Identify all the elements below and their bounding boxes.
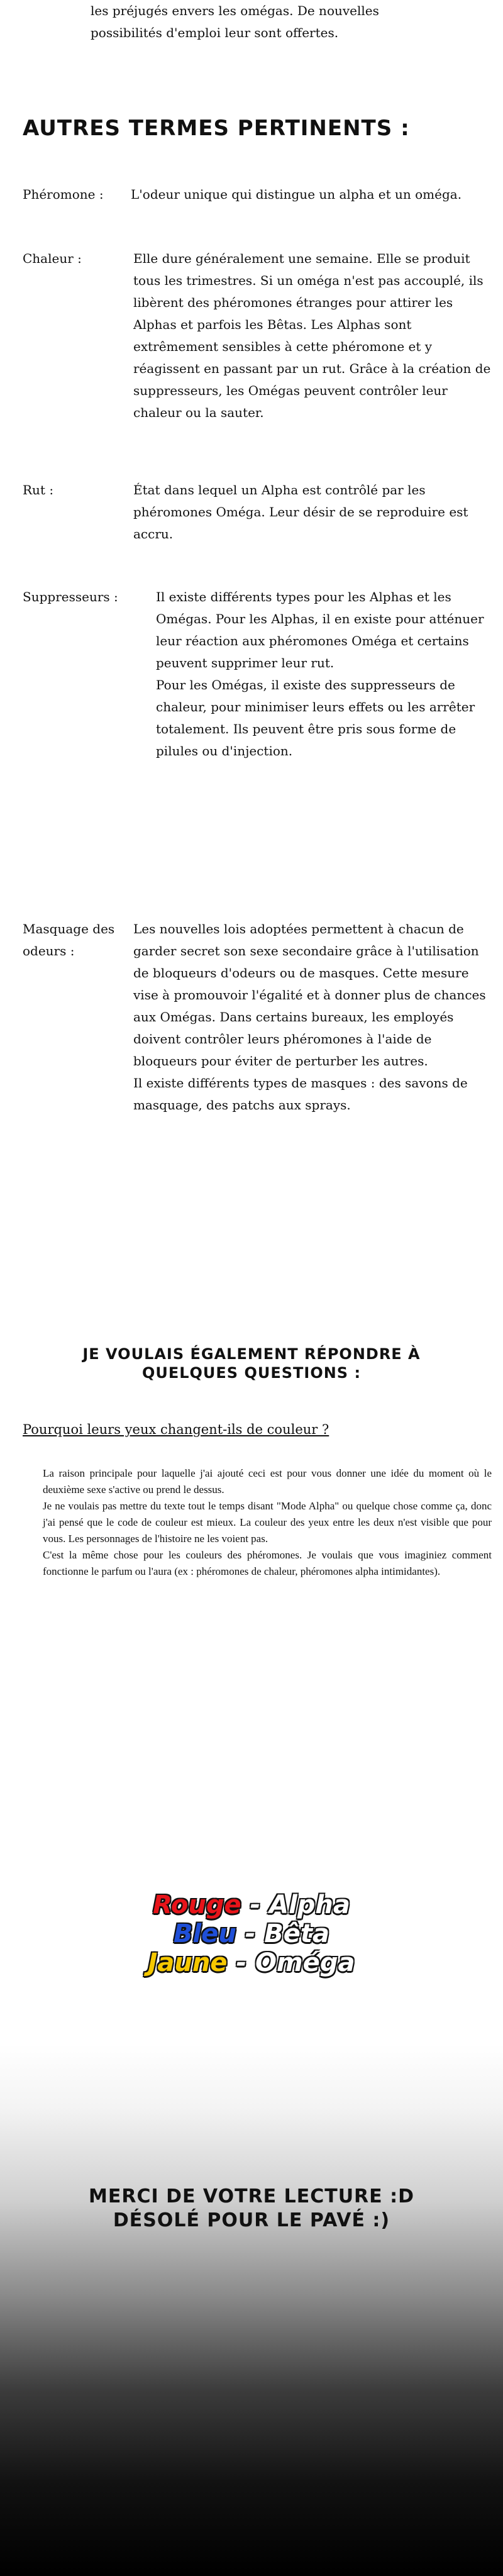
masquage-types: Il existe différents types de masques : des savons de masquage, des patchs aux sprays. bbox=[133, 1075, 468, 1113]
color-dash: - bbox=[245, 1919, 256, 1948]
color-dash: - bbox=[250, 1890, 261, 1919]
term-def-rut: État dans lequel un Alpha est contrôlé par les phéromones Oméga. Leur désir de se reproduire est accru. bbox=[133, 482, 468, 541]
suppresseurs-omegas: Pour les Omégas, il existe des suppresseurs de chaleur, pour minimiser leurs effets ou les arrêter totalement. Ils peuvent être pris sous forme de pilules ou d'injection. bbox=[156, 677, 475, 758]
color-row-omega bbox=[0, 1948, 503, 1977]
role-omega: Oméga bbox=[255, 1948, 355, 1977]
answer-paragraph-2: Je ne voulais pas mettre du texte tout le temps disant "Mode Alpha" ou quelque chose comme ça, donc j'ai pensé que le code de couleur est mieux. La couleur des yeux entre les deux n'est visible que pour vous. Les personnages de l'histoire ne les voient pas. bbox=[43, 1500, 492, 1545]
questions-heading bbox=[0, 1345, 503, 1382]
outro-text bbox=[0, 2185, 503, 2233]
term-def-chaleur: Elle dure généralement une semaine. Elle se produit tous les trimestres. Si un oméga n'est pas accouplé, ils libèrent des phéromones étranges pour attirer les Alphas et parfois les Bêtas. Les Alphas sont extrêmement sensibles à cette phéromone et y réagissent en passant par un rut. Grâce à la création de suppresseurs, les Omégas peuvent contrôler leur chaleur ou la sauter. bbox=[133, 251, 491, 420]
color-name-bleu: Bleu bbox=[173, 1919, 236, 1948]
questions-heading-line-2: QUELQUES QUESTIONS : bbox=[141, 1364, 362, 1382]
intro-line-1: les préjugés envers les omégas. De nouvelles bbox=[91, 3, 379, 18]
role-beta: Bêta bbox=[264, 1919, 330, 1948]
questions-heading-line-1: JE VOULAIS ÉGALEMENT RÉPONDRE À bbox=[82, 1345, 421, 1363]
intro-line-2: possibilités d'emploi leur sont offertes. bbox=[91, 25, 339, 40]
term-def-pheromone: L'odeur unique qui distingue un alpha et un oméga. bbox=[131, 187, 462, 202]
term-label-chaleur: Chaleur : bbox=[23, 251, 82, 266]
masquage-lois: Les nouvelles lois adoptées permettent à chacun de garder secret son sexe secondaire grâce à l'utilisation de bloqueurs d'odeurs ou de masques. Cette mesure vise à promouvoir l'égalité et à donner plus de chances aux Omégas. Dans certains bureaux, les employés doivent contrôler leurs phéromones à l'aide de bloqueurs pour éviter de perturber les autres. bbox=[133, 921, 486, 1069]
suppresseurs-alphas: Il existe différents types pour les Alphas et les Omégas. Pour les Alphas, il en existe pour atténuer leur réaction aux phéromones Oméga et certains peuvent supprimer leur rut. bbox=[156, 589, 484, 670]
role-alpha: Alpha bbox=[269, 1890, 350, 1919]
question-title: Pourquoi leurs yeux changent-ils de couleur ? bbox=[23, 1422, 329, 1437]
outro-line-1: MERCI DE VOTRE LECTURE :D bbox=[89, 2185, 414, 2207]
color-code-legend bbox=[0, 1890, 503, 1977]
color-row-beta bbox=[0, 1919, 503, 1948]
color-name-jaune: Jaune bbox=[148, 1948, 228, 1977]
term-label-masquage: Masquage des odeurs : bbox=[23, 921, 115, 958]
answer-block bbox=[43, 1465, 492, 1580]
color-row-alpha bbox=[0, 1890, 503, 1919]
terms-heading: AUTRES TERMES PERTINENTS : bbox=[23, 116, 410, 141]
outro-line-2: DÉSOLÉ POUR LE PAVÉ :) bbox=[113, 2209, 390, 2231]
answer-paragraph-1: La raison principale pour laquelle j'ai ajouté ceci est pour vous donner une idée du moment où le deuxième sexe s'active ou prend le dessus. bbox=[43, 1467, 492, 1496]
color-name-rouge: Rouge bbox=[153, 1890, 241, 1919]
term-def-masquage bbox=[133, 918, 493, 1116]
term-label-rut: Rut : bbox=[23, 482, 54, 497]
color-dash: - bbox=[236, 1948, 247, 1977]
term-def-suppresseurs bbox=[156, 586, 493, 762]
term-label-suppresseurs: Suppresseurs : bbox=[23, 589, 118, 604]
term-label-pheromone: Phéromone : bbox=[23, 187, 104, 202]
intro-text bbox=[91, 0, 480, 44]
answer-paragraph-3: C'est la même chose pour les couleurs des phéromones. Je voulais que vous imaginiez comment fonctionne le parfum ou l'aura (ex : phéromones de chaleur, phéromones alpha intimidantes). bbox=[43, 1549, 492, 1577]
